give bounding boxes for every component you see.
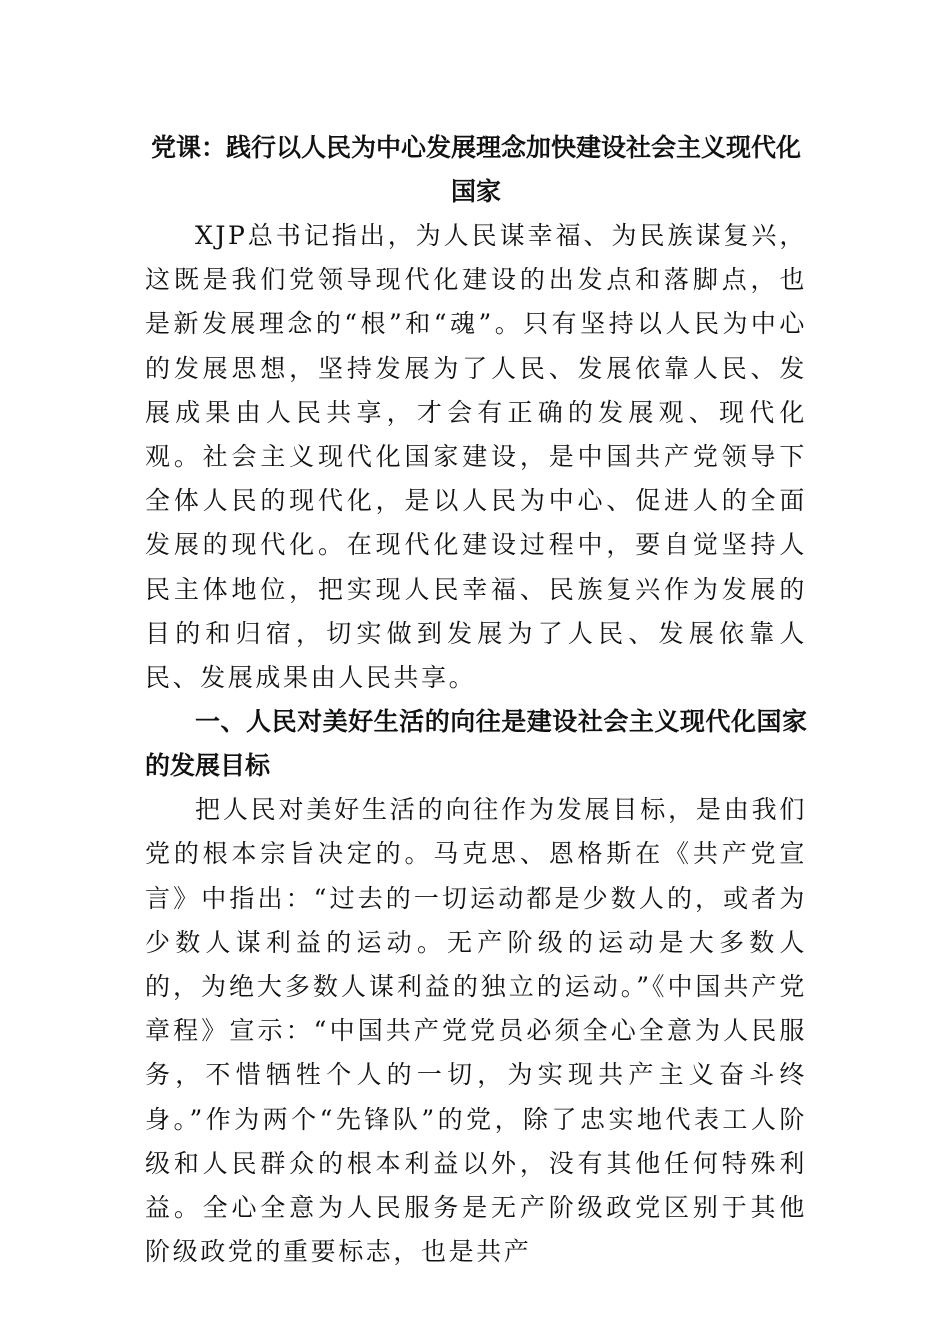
document-page — [145, 126, 807, 1274]
document-title: 党课：践行以人民为中心发展理念加快建设社会主义现代化国家 — [150, 133, 801, 206]
intro-paragraph: XJP总书记指出，为人民谋幸福、为民族谋复兴，这既是我们党领导现代化建设的出发点和落脚点，也是新发展理念的“根”和“魂”。只有坚持以人民为中心的发展思想，坚持发展为了人民、发展依靠人民、发展成果由人民共享，才会有正确的发展观、现代化观。社会主义现代化国家建设，是中国共产党领导下全体人民的现代化，是以人民为中心、促进人的全面发展的现代化。在现代化建设过程中，要自觉坚持人民主体地位，把实现人民幸福、民族复兴作为发展的目的和归宿，切实做到发展为了人民、发展依靠人民、发展成果由人民共享。 — [145, 221, 807, 693]
section-heading-1: 一、人民对美好生活的向往是建设社会主义现代化国家的发展目标 — [145, 707, 807, 781]
section-1-paragraph: 把人民对美好生活的向往作为发展目标，是由我们党的根本宗旨决定的。马克思、恩格斯在《共产党宣言》中指出：“过去的一切运动都是少数人的，或者为少数人谋利益的运动。无产阶级的运动是大多数人的，为绝大多数人谋利益的独立的运动。”《中国共产党章程》宣示：“中国共产党党员必须全心全意为人民服务，不惜牺牲个人的一切，为实现共产主义奋斗终身。”作为两个“先锋队”的党，除了忠实地代表工人阶级和人民群众的根本利益以外，没有其他任何特殊利益。全心全意为人民服务是无产阶级政党区别于其他阶级政党的重要标志，也是共产 — [145, 795, 807, 1267]
